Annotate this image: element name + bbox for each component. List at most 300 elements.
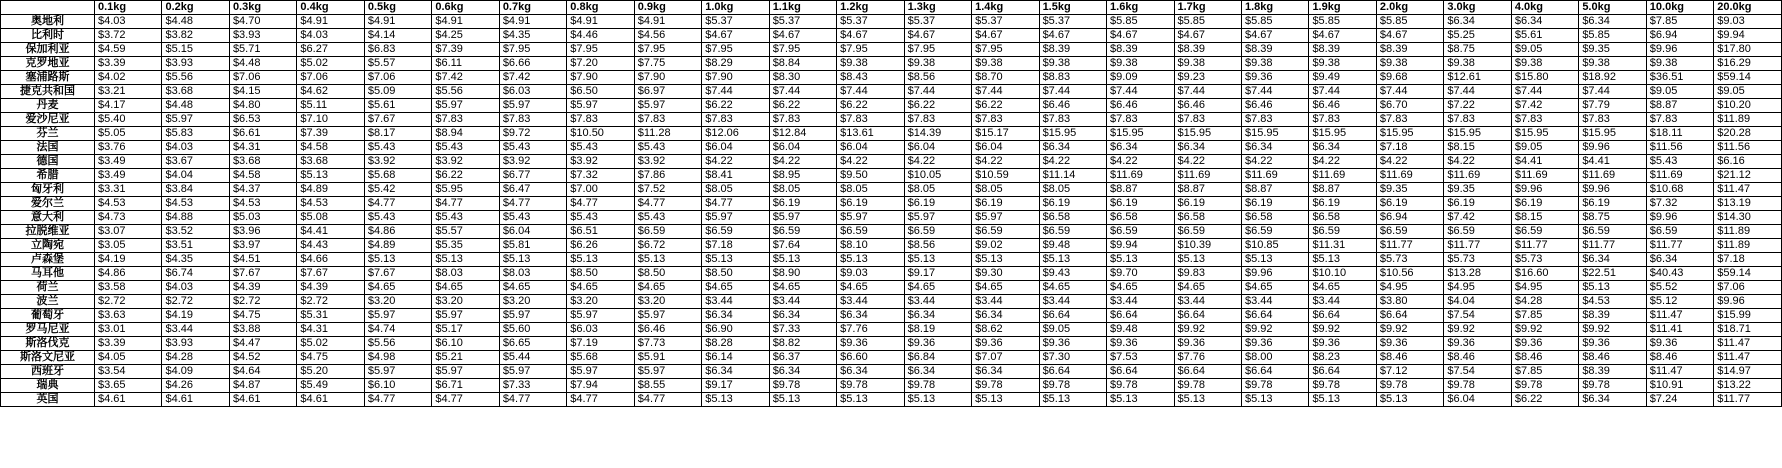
price-cell: $4.77 <box>567 197 634 211</box>
price-cell: $9.38 <box>1241 57 1308 71</box>
price-cell: $7.44 <box>1579 85 1646 99</box>
price-cell: $7.42 <box>1511 99 1578 113</box>
price-cell: $11.69 <box>1241 169 1308 183</box>
price-cell: $4.80 <box>229 99 296 113</box>
price-cell: $9.38 <box>1309 57 1376 71</box>
price-cell: $5.97 <box>499 309 566 323</box>
price-cell: $5.97 <box>702 211 769 225</box>
price-cell: $4.22 <box>1376 155 1443 169</box>
price-cell: $8.46 <box>1376 351 1443 365</box>
price-cell: $9.96 <box>1241 267 1308 281</box>
price-cell: $8.87 <box>1646 99 1713 113</box>
price-cell: $6.34 <box>1039 141 1106 155</box>
price-cell: $6.19 <box>1376 197 1443 211</box>
price-cell: $4.17 <box>95 99 162 113</box>
price-cell: $6.64 <box>1241 309 1308 323</box>
price-cell: $5.85 <box>1107 15 1174 29</box>
price-cell: $11.77 <box>1646 239 1713 253</box>
price-cell: $9.36 <box>1241 71 1308 85</box>
price-cell: $4.77 <box>634 197 701 211</box>
price-cell: $9.50 <box>837 169 904 183</box>
price-cell: $4.95 <box>1444 281 1511 295</box>
price-cell: $7.83 <box>634 113 701 127</box>
price-cell: $9.92 <box>1241 323 1308 337</box>
price-cell: $7.22 <box>1444 99 1511 113</box>
column-header: 5.0kg <box>1579 1 1646 15</box>
price-cell: $5.85 <box>1241 15 1308 29</box>
price-cell: $7.06 <box>1714 281 1782 295</box>
price-cell: $7.00 <box>567 183 634 197</box>
price-cell: $8.03 <box>499 267 566 281</box>
price-cell: $7.83 <box>432 113 499 127</box>
price-cell: $5.97 <box>769 211 836 225</box>
price-cell: $8.82 <box>769 337 836 351</box>
price-cell: $4.91 <box>364 15 431 29</box>
price-cell: $8.87 <box>1309 183 1376 197</box>
price-cell: $9.38 <box>1579 57 1646 71</box>
price-cell: $6.34 <box>1241 141 1308 155</box>
price-cell: $4.65 <box>972 281 1039 295</box>
price-cell: $9.70 <box>1107 267 1174 281</box>
price-cell: $9.36 <box>837 337 904 351</box>
table-row <box>1 281 1782 295</box>
price-cell: $7.83 <box>702 113 769 127</box>
price-cell: $4.48 <box>162 99 229 113</box>
price-cell: $4.41 <box>297 225 364 239</box>
price-cell: $6.34 <box>837 365 904 379</box>
price-cell: $6.59 <box>769 225 836 239</box>
price-cell: $5.13 <box>567 253 634 267</box>
price-cell: $7.83 <box>769 113 836 127</box>
price-cell: $5.97 <box>432 309 499 323</box>
column-header: 0.1kg <box>95 1 162 15</box>
price-cell: $9.92 <box>1174 323 1241 337</box>
country-cell: 克罗地亚 <box>1 57 95 71</box>
price-cell: $3.44 <box>769 295 836 309</box>
price-cell: $18.92 <box>1579 71 1646 85</box>
price-cell: $4.91 <box>297 15 364 29</box>
price-cell: $9.38 <box>1376 57 1443 71</box>
price-cell: $4.66 <box>297 253 364 267</box>
price-cell: $6.71 <box>432 379 499 393</box>
price-cell: $6.19 <box>769 197 836 211</box>
price-cell: $4.70 <box>229 15 296 29</box>
price-cell: $4.65 <box>432 281 499 295</box>
price-cell: $6.34 <box>904 309 971 323</box>
price-cell: $5.97 <box>567 309 634 323</box>
price-cell: $5.13 <box>499 253 566 267</box>
price-cell: $7.33 <box>769 323 836 337</box>
price-cell: $4.75 <box>229 309 296 323</box>
price-cell: $5.13 <box>1039 393 1106 407</box>
price-cell: $8.15 <box>1511 211 1578 225</box>
price-cell: $9.96 <box>1646 211 1713 225</box>
price-cell: $7.44 <box>972 85 1039 99</box>
price-cell: $5.21 <box>432 351 499 365</box>
price-cell: $6.83 <box>364 43 431 57</box>
price-cell: $7.44 <box>904 85 971 99</box>
price-cell: $11.14 <box>1039 169 1106 183</box>
price-cell: $10.39 <box>1174 239 1241 253</box>
price-cell: $4.65 <box>1174 281 1241 295</box>
price-cell: $7.44 <box>769 85 836 99</box>
price-cell: $4.22 <box>972 155 1039 169</box>
price-cell: $6.58 <box>1241 211 1308 225</box>
price-cell: $5.43 <box>364 141 431 155</box>
table-row <box>1 309 1782 323</box>
price-cell: $4.22 <box>1107 155 1174 169</box>
price-cell: $6.19 <box>1511 197 1578 211</box>
price-cell: $5.02 <box>297 337 364 351</box>
price-cell: $11.56 <box>1714 141 1782 155</box>
price-cell: $13.22 <box>1714 379 1782 393</box>
price-cell: $22.51 <box>1579 267 1646 281</box>
price-cell: $7.42 <box>499 71 566 85</box>
price-cell: $13.61 <box>837 127 904 141</box>
price-cell: $4.03 <box>95 15 162 29</box>
price-cell: $9.36 <box>1579 337 1646 351</box>
price-cell: $4.61 <box>297 393 364 407</box>
price-cell: $5.97 <box>499 99 566 113</box>
price-cell: $4.22 <box>904 155 971 169</box>
price-cell: $8.10 <box>837 239 904 253</box>
price-cell: $7.95 <box>769 43 836 57</box>
price-cell: $6.64 <box>1376 309 1443 323</box>
price-cell: $9.78 <box>1511 379 1578 393</box>
price-cell: $5.25 <box>1444 29 1511 43</box>
price-cell: $7.67 <box>229 267 296 281</box>
price-cell: $5.13 <box>702 253 769 267</box>
price-cell: $5.56 <box>364 337 431 351</box>
price-cell: $5.13 <box>432 253 499 267</box>
price-cell: $9.92 <box>1579 323 1646 337</box>
price-cell: $4.89 <box>364 239 431 253</box>
price-cell: $4.77 <box>364 197 431 211</box>
price-cell: $5.97 <box>904 211 971 225</box>
price-cell: $7.67 <box>364 267 431 281</box>
price-cell: $7.44 <box>702 85 769 99</box>
price-cell: $5.85 <box>1309 15 1376 29</box>
price-cell: $4.67 <box>702 29 769 43</box>
price-cell: $4.39 <box>297 281 364 295</box>
country-cell: 卢森堡 <box>1 253 95 267</box>
header-row <box>1 1 1782 15</box>
price-cell: $11.77 <box>1714 393 1782 407</box>
price-cell: $7.54 <box>1444 365 1511 379</box>
price-cell: $6.34 <box>972 365 1039 379</box>
price-cell: $4.58 <box>229 169 296 183</box>
column-header: 1.2kg <box>837 1 904 15</box>
price-cell: $5.13 <box>1107 253 1174 267</box>
price-cell: $5.43 <box>567 211 634 225</box>
price-cell: $7.54 <box>1444 309 1511 323</box>
price-cell: $3.20 <box>364 295 431 309</box>
price-cell: $9.96 <box>1579 141 1646 155</box>
price-cell: $9.83 <box>1174 267 1241 281</box>
price-cell: $7.44 <box>1309 85 1376 99</box>
price-cell: $9.92 <box>1511 323 1578 337</box>
price-cell: $3.20 <box>567 295 634 309</box>
price-cell: $4.22 <box>1309 155 1376 169</box>
price-cell: $4.77 <box>432 393 499 407</box>
price-cell: $4.53 <box>229 197 296 211</box>
price-cell: $5.13 <box>972 253 1039 267</box>
price-cell: $15.95 <box>1579 127 1646 141</box>
price-cell: $4.35 <box>162 253 229 267</box>
price-cell: $3.93 <box>162 57 229 71</box>
price-cell: $5.42 <box>364 183 431 197</box>
price-cell: $6.34 <box>702 365 769 379</box>
price-cell: $9.36 <box>1241 337 1308 351</box>
price-cell: $4.19 <box>95 253 162 267</box>
price-cell: $4.86 <box>95 267 162 281</box>
price-cell: $7.06 <box>364 71 431 85</box>
price-cell: $7.64 <box>769 239 836 253</box>
price-cell: $7.30 <box>1039 351 1106 365</box>
price-cell: $4.91 <box>499 15 566 29</box>
price-cell: $7.83 <box>1107 113 1174 127</box>
price-cell: $15.80 <box>1511 71 1578 85</box>
price-cell: $8.84 <box>769 57 836 71</box>
price-cell: $11.47 <box>1714 337 1782 351</box>
price-cell: $7.94 <box>567 379 634 393</box>
price-cell: $5.03 <box>229 211 296 225</box>
price-cell: $10.85 <box>1241 239 1308 253</box>
price-cell: $4.61 <box>95 393 162 407</box>
price-cell: $4.22 <box>769 155 836 169</box>
price-cell: $15.17 <box>972 127 1039 141</box>
price-cell: $5.44 <box>499 351 566 365</box>
price-cell: $8.46 <box>1444 351 1511 365</box>
price-cell: $6.64 <box>1174 309 1241 323</box>
price-cell: $8.87 <box>1241 183 1308 197</box>
price-cell: $7.53 <box>1107 351 1174 365</box>
price-cell: $6.46 <box>1241 99 1308 113</box>
price-cell: $4.65 <box>364 281 431 295</box>
column-header: 1.9kg <box>1309 1 1376 15</box>
price-cell: $4.52 <box>229 351 296 365</box>
price-cell: $4.41 <box>1579 155 1646 169</box>
price-cell: $6.34 <box>1579 393 1646 407</box>
price-cell: $5.43 <box>634 211 701 225</box>
country-cell: 西班牙 <box>1 365 95 379</box>
price-cell: $2.72 <box>162 295 229 309</box>
price-cell: $7.44 <box>1376 85 1443 99</box>
price-cell: $7.90 <box>634 71 701 85</box>
price-cell: $3.44 <box>162 323 229 337</box>
price-cell: $4.87 <box>229 379 296 393</box>
price-cell: $5.43 <box>634 141 701 155</box>
price-cell: $4.59 <box>95 43 162 57</box>
price-cell: $4.65 <box>1309 281 1376 295</box>
price-cell: $59.14 <box>1714 267 1782 281</box>
price-cell: $8.62 <box>972 323 1039 337</box>
table-row <box>1 141 1782 155</box>
corner-cell <box>1 1 95 15</box>
price-cell: $15.95 <box>1376 127 1443 141</box>
price-cell: $7.44 <box>1444 85 1511 99</box>
price-cell: $9.38 <box>1444 57 1511 71</box>
price-cell: $6.47 <box>499 183 566 197</box>
price-cell: $6.22 <box>769 99 836 113</box>
price-cell: $3.97 <box>229 239 296 253</box>
price-cell: $8.17 <box>364 127 431 141</box>
country-cell: 拉脱维亚 <box>1 225 95 239</box>
price-cell: $4.22 <box>1174 155 1241 169</box>
price-cell: $5.97 <box>837 211 904 225</box>
price-cell: $11.47 <box>1646 365 1713 379</box>
price-cell: $4.26 <box>162 379 229 393</box>
price-cell: $4.15 <box>229 85 296 99</box>
price-cell: $9.92 <box>1309 323 1376 337</box>
price-cell: $12.61 <box>1444 71 1511 85</box>
price-cell: $5.97 <box>972 211 1039 225</box>
price-cell: $6.58 <box>1107 211 1174 225</box>
price-cell: $3.80 <box>1376 295 1443 309</box>
price-cell: $7.83 <box>567 113 634 127</box>
price-cell: $8.87 <box>1107 183 1174 197</box>
price-cell: $7.95 <box>499 43 566 57</box>
price-cell: $8.05 <box>904 183 971 197</box>
price-cell: $5.13 <box>769 393 836 407</box>
price-cell: $4.88 <box>162 211 229 225</box>
price-cell: $4.67 <box>904 29 971 43</box>
price-cell: $7.95 <box>567 43 634 57</box>
country-cell: 丹麦 <box>1 99 95 113</box>
price-cell: $7.42 <box>1444 211 1511 225</box>
price-cell: $5.13 <box>364 253 431 267</box>
price-cell: $8.28 <box>702 337 769 351</box>
price-cell: $6.51 <box>567 225 634 239</box>
price-cell: $8.05 <box>837 183 904 197</box>
price-cell: $4.77 <box>499 393 566 407</box>
column-header: 10.0kg <box>1646 1 1713 15</box>
price-cell: $4.65 <box>1107 281 1174 295</box>
price-cell: $10.50 <box>567 127 634 141</box>
price-cell: $6.26 <box>567 239 634 253</box>
price-cell: $9.36 <box>972 337 1039 351</box>
price-cell: $4.35 <box>499 29 566 43</box>
price-cell: $4.53 <box>1579 295 1646 309</box>
price-cell: $6.37 <box>769 351 836 365</box>
country-cell: 法国 <box>1 141 95 155</box>
price-cell: $7.67 <box>297 267 364 281</box>
country-cell: 捷克共和国 <box>1 85 95 99</box>
price-cell: $4.64 <box>229 365 296 379</box>
table-row <box>1 365 1782 379</box>
price-cell: $7.18 <box>702 239 769 253</box>
price-cell: $3.49 <box>95 155 162 169</box>
price-cell: $8.75 <box>1444 43 1511 57</box>
price-cell: $9.36 <box>1309 337 1376 351</box>
price-cell: $7.06 <box>297 71 364 85</box>
price-cell: $3.67 <box>162 155 229 169</box>
price-cell: $6.64 <box>1309 309 1376 323</box>
price-cell: $6.34 <box>1174 141 1241 155</box>
price-cell: $7.83 <box>837 113 904 127</box>
price-cell: $8.39 <box>1241 43 1308 57</box>
price-cell: $7.83 <box>499 113 566 127</box>
price-cell: $6.66 <box>499 57 566 71</box>
price-cell: $9.35 <box>1579 43 1646 57</box>
price-cell: $4.41 <box>1511 155 1578 169</box>
price-cell: $9.17 <box>904 267 971 281</box>
price-cell: $5.13 <box>1174 253 1241 267</box>
price-cell: $11.77 <box>1376 239 1443 253</box>
price-cell: $6.77 <box>499 169 566 183</box>
table-row <box>1 127 1782 141</box>
price-cell: $4.05 <box>95 351 162 365</box>
table-row <box>1 57 1782 71</box>
price-cell: $9.30 <box>972 267 1039 281</box>
price-cell: $5.13 <box>769 253 836 267</box>
price-cell: $10.56 <box>1376 267 1443 281</box>
price-cell: $5.97 <box>567 99 634 113</box>
price-cell: $9.09 <box>1107 71 1174 85</box>
price-cell: $4.77 <box>364 393 431 407</box>
price-cell: $4.65 <box>769 281 836 295</box>
price-cell: $7.44 <box>1107 85 1174 99</box>
price-cell: $7.10 <box>297 113 364 127</box>
price-cell: $6.34 <box>702 309 769 323</box>
price-cell: $14.30 <box>1714 211 1782 225</box>
price-cell: $6.64 <box>1309 365 1376 379</box>
price-cell: $6.64 <box>1039 365 1106 379</box>
price-cell: $3.92 <box>499 155 566 169</box>
price-cell: $5.13 <box>972 393 1039 407</box>
price-cell: $9.38 <box>1039 57 1106 71</box>
price-cell: $3.44 <box>702 295 769 309</box>
price-cell: $59.14 <box>1714 71 1782 85</box>
price-cell: $8.05 <box>702 183 769 197</box>
price-cell: $9.36 <box>1039 337 1106 351</box>
price-cell: $10.59 <box>972 169 1039 183</box>
price-cell: $7.95 <box>634 43 701 57</box>
table-row <box>1 85 1782 99</box>
price-cell: $5.57 <box>432 225 499 239</box>
price-cell: $9.38 <box>1646 57 1713 71</box>
price-cell: $3.44 <box>904 295 971 309</box>
country-cell: 罗马尼亚 <box>1 323 95 337</box>
price-cell: $8.39 <box>1107 43 1174 57</box>
price-cell: $8.15 <box>1444 141 1511 155</box>
price-cell: $6.34 <box>972 309 1039 323</box>
price-cell: $9.92 <box>1376 323 1443 337</box>
price-cell: $18.11 <box>1646 127 1713 141</box>
price-cell: $3.44 <box>1174 295 1241 309</box>
price-cell: $9.05 <box>1646 85 1713 99</box>
price-cell: $6.04 <box>904 141 971 155</box>
column-header: 1.1kg <box>769 1 836 15</box>
country-cell: 斯洛伐克 <box>1 337 95 351</box>
price-cell: $3.44 <box>837 295 904 309</box>
price-cell: $6.59 <box>1107 225 1174 239</box>
price-cell: $6.59 <box>702 225 769 239</box>
country-cell: 荷兰 <box>1 281 95 295</box>
price-cell: $5.43 <box>432 211 499 225</box>
price-cell: $6.64 <box>1174 365 1241 379</box>
price-cell: $6.64 <box>1241 365 1308 379</box>
price-cell: $5.40 <box>95 113 162 127</box>
price-cell: $7.24 <box>1646 393 1713 407</box>
price-cell: $6.84 <box>904 351 971 365</box>
price-cell: $6.22 <box>1511 393 1578 407</box>
price-cell: $5.97 <box>499 365 566 379</box>
table-row <box>1 323 1782 337</box>
price-cell: $9.05 <box>1714 85 1782 99</box>
price-cell: $11.69 <box>1107 169 1174 183</box>
price-cell: $7.95 <box>972 43 1039 57</box>
